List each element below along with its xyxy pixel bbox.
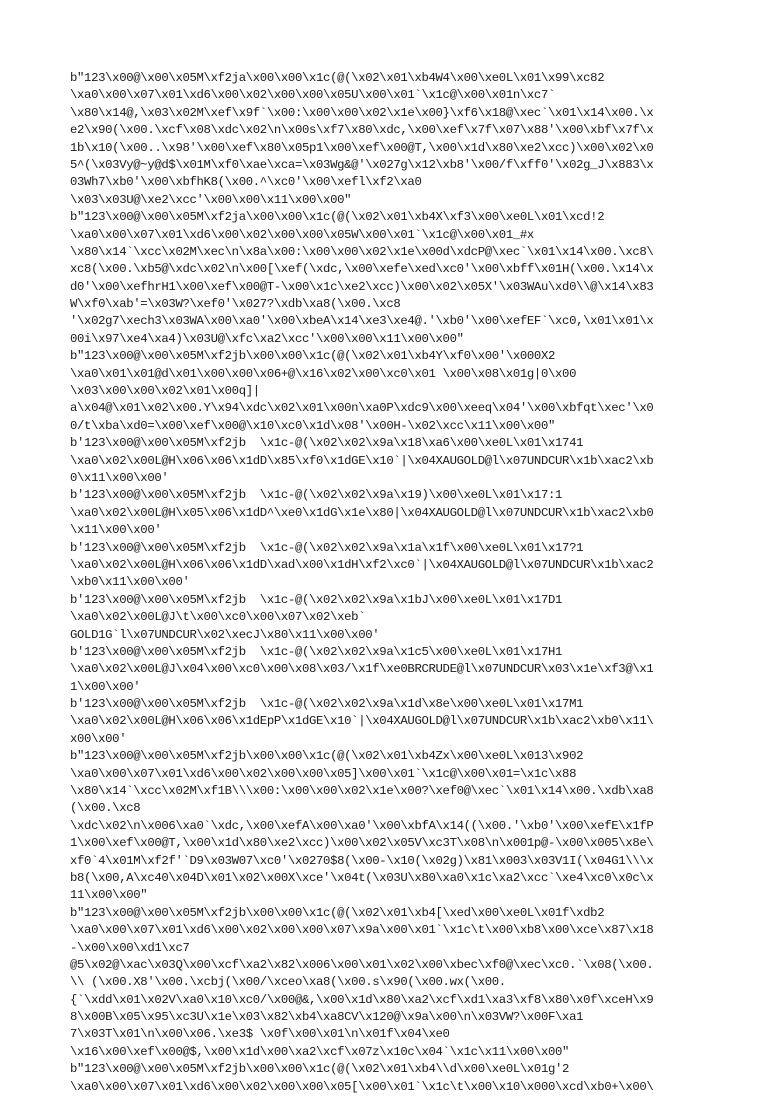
text-line: b8(\x00,A\xc40\x04D\x01\x02\x00X\xce'\x04t(\x03U\x80\xa0\x1c\xa2\xcc`\xe4\xc0\x0c\x [70, 870, 654, 885]
text-line: b'123\x00@\x00\x05M\xf2jb \x1c-@(\x02\x02\x9a\x19)\x00\xe0L\x01\x17:1 [70, 488, 563, 503]
text-line: b'123\x00@\x00\x05M\xf2jb \x1c-@(\x02\x02\x9a\x1a\x1f\x00\xe0L\x01\x17?1 [70, 540, 584, 555]
text-line: 8\x00B\x05\x95\xc3U\x1e\x03\x82\xb4\xa8CV\x120@\x9a\x00\n\x03VW?\x00F\xa1 [70, 1010, 584, 1025]
text-line: 00i\x97\xe4\xa4)\x03U@\xfc\xa2\xcc'\x00\x00\x11\x00\x00" [70, 331, 464, 346]
text-line: \xa0\x00\x07\x01\xd6\x00\x02\x00\x00\x05W\x00\x01`\x1c@\x00\x01_#x [70, 227, 534, 242]
text-line: x00\x00' [70, 731, 127, 746]
text-line: \xa0\x01\x01@d\x01\x00\x00\x06+@\x16\x02\x00\xc0\x01 \x00\x08\x01g|0\x00 [70, 366, 577, 381]
text-line: {`\xdd\x01\x02V\xa0\x10\xc0/\x00@&,\x00\x1d\x80\xa2\xcf\xd1\xa3\xf8\x80\x0f\xceH\x9 [70, 992, 654, 1007]
text-line: \xb0\x11\x00\x00' [70, 575, 190, 590]
text-line: 1b\x10(\x00..\x98'\x00\xef\x80\x05p1\x00\xef\x00@T,\x00\x1d\x80\xe2\xcc)\x00\x02\x0 [70, 140, 654, 155]
text-line: 0/t\xba\xd0=\x00\xef\x00@\x10\xc0\x1d\x08'\x00H-\x02\xcc\x11\x00\x00" [70, 418, 556, 433]
text-line: \x80\x14`\xcc\x02M\xf1B\\\x00:\x00\x00\x02\x1e\x00?\xef0@\xec`\x01\x14\x00.\xdb\xa8 [70, 784, 654, 799]
text-line: \xa0\x02\x00L@J\x04\x00\xc0\x00\x08\x03/\x1f\xe0BRCRUDE@l\x07UNDCUR\x03\x1e\xf3@\x1 [70, 662, 654, 677]
text-line: (\x00.\xc8 [70, 801, 141, 816]
text-line: b"123\x00@\x00\x05M\xf2jb\x00\x00\x1c(@(\x02\x01\xb4\\d\x00\xe0L\x01g'2 [70, 1062, 570, 1077]
byte-string-dump [70, 70, 702, 1096]
text-line: \xa0\x02\x00L@H\x06\x06\x1dD\x85\xf0\x1dGE\x10`|\x04XAUGOLD@l\x07UNDCUR\x1b\xac2\xb [70, 453, 654, 468]
text-line: b"123\x00@\x00\x05M\xf2ja\x00\x00\x1c(@(\x02\x01\xb4W4\x00\xe0L\x01\x99\xc82 [70, 71, 605, 85]
text-line: xf0`4\x01M\xf2f'`D9\x03W07\xc0'\x0270$8(\x00-\x10(\x02g)\x81\x003\x03V1I(\x04G1\\\x [70, 853, 654, 868]
text-line: \x16\x00\xef\x00@$,\x00\x1d\x00\xa2\xcf\x07z\x10c\x04`\x1c\x11\x00\x00" [70, 1044, 570, 1059]
text-line: e2\x90(\x00.\xcf\x08\xdc\x02\n\x00s\xf7\x80\xdc,\x00\xef\x7f\x07\x88'\x00\xbf\x7f\x [70, 123, 654, 138]
text-line: \x03\x03U@\xe2\xcc'\x00\x00\x11\x00\x00" [70, 192, 352, 207]
text-line: \xa0\x00\x07\x01\xd6\x00\x02\x00\x00\x05[\x00\x01`\x1c\t\x00\x10\x000\xcd\xb0+\x00\ [70, 1079, 654, 1094]
text-line: d0'\x00\xefhrH1\x00\xef\x00@T-\x00\x1c\xe2\xcc)\x00\x02\x05X'\x03WAu\xd0\\@\x14\x83 [70, 279, 654, 294]
text-line: \xa0\x00\x07\x01\xd6\x00\x02\x00\x00\x07\x9a\x00\x01`\x1c\t\x00\xb8\x00\xce\x87\x18 [70, 923, 654, 938]
text-line: a\x04@\x01\x02\x00.Y\x94\xdc\x02\x01\x00n\xa0P\xdc9\x00\xeeq\x04'\x00\xbfqt\xec'\x0 [70, 401, 654, 416]
text-line: 7\x03T\x01\n\x00\x06.\xe3$ \x0f\x00\x01\n\x01f\x04\xe0 [70, 1027, 450, 1042]
text-line: b"123\x00@\x00\x05M\xf2jb\x00\x00\x1c(@(\x02\x01\xb4Y\xf0\x00'\x000X2 [70, 349, 556, 364]
text-line: \\ (\x00.X8'\x00.\xcbj(\x00/\xceo\xa8(\x00.s\x90(\x00.wx(\x00. [70, 975, 506, 990]
text-line: \xa0\x02\x00L@H\x06\x06\x1dD\xad\x00\x1dH\xf2\xc0`|\x04XAUGOLD@l\x07UNDCUR\x1b\xac2 [70, 557, 654, 572]
text-line: \x80\x14@,\x03\x02M\xef\x9f`\x00:\x00\x00\x02\x1e\x00}\xf6\x18@\xec`\x01\x14\x00.\x [70, 105, 654, 120]
text-line: 03Wh7\xb0'\x00\xbfhK8(\x00.^\xc0'\x00\xefl\xf2\xa0 [70, 175, 422, 190]
text-line: 1\x00\x00' [70, 679, 141, 694]
text-line: '\x02g7\xech3\x03WA\x00\xa0'\x00\xbeA\x14\xe3\xe4@.'\xb0'\x00\xefEF`\xc0,\x01\x01\x [70, 314, 654, 329]
text-line: -\x00\x00\xd1\xc7 [70, 940, 190, 955]
text-line: W\xf0\xab'=\x03W?\xef0'\x027?\xdb\xa8(\x00.\xc8 [70, 297, 401, 312]
text-line: \xa0\x00\x07\x01\xd6\x00\x02\x00\x00\x05]\x00\x01`\x1c@\x00\x01=\x1c\x88 [70, 766, 577, 781]
text-line: \xdc\x02\n\x006\xa0`\xdc,\x00\xefA\x00\xa0'\x00\xbfA\x14((\x00.'\xb0'\x00\xefE\x1fP [70, 818, 654, 833]
text-line: 5^(\x03Vy@~y@d$\x01M\xf0\xae\xca=\x03Wg&@'\x027g\x12\xb8'\x00/f\xff0'\x02g_J\x883\x [70, 157, 654, 172]
text-line: @5\x02@\xac\x03Q\x00\xcf\xa2\x82\x006\x00\x01\x02\x00\xbec\xf0@\xec\xc0.`\x08(\x00. [70, 957, 654, 972]
text-line: 11\x00\x00" [70, 888, 148, 903]
text-line: b'123\x00@\x00\x05M\xf2jb \x1c-@(\x02\x02\x9a\x1d\x8e\x00\xe0L\x01\x17M1 [70, 697, 584, 712]
text-line: b'123\x00@\x00\x05M\xf2jb \x1c-@(\x02\x02\x9a\x1bJ\x00\xe0L\x01\x17D1 [70, 592, 563, 607]
text-line: 1\x00\xef\x00@T,\x00\x1d\x80\xe2\xcc)\x00\x02\x05V\xc3T\x08\n\x001p@-\x00\x005\x8e\ [70, 836, 654, 851]
text-line: \x80\x14`\xcc\x02M\xec\n\x8a\x00:\x00\x00\x02\x1e\x00d\xdcP@\xec`\x01\x14\x00.\xc8\ [70, 244, 654, 259]
text-line: \xa0\x02\x00L@J\t\x00\xc0\x00\x07\x02\xeb` [70, 610, 366, 625]
text-line: \xa0\x00\x07\x01\xd6\x00\x02\x00\x00\x05U\x00\x01`\x1c@\x00\x01n\xc7` [70, 88, 556, 103]
text-line: b"123\x00@\x00\x05M\xf2jb\x00\x00\x1c(@(\x02\x01\xb4[\xed\x00\xe0L\x01f\xdb2 [70, 905, 605, 920]
text-line: \xa0\x02\x00L@H\x06\x06\x1dEpP\x1dGE\x10`|\x04XAUGOLD@l\x07UNDCUR\x1b\xac2\xb0\x11\ [70, 714, 654, 729]
text-line: \xa0\x02\x00L@H\x05\x06\x1dD^\xe0\x1dG\x1e\x80|\x04XAUGOLD@l\x07UNDCUR\x1b\xac2\xb0 [70, 505, 654, 520]
text-line: \x03\x00\x00\x02\x01\x00q]| [70, 384, 260, 399]
text-line: b"123\x00@\x00\x05M\xf2ja\x00\x00\x1c(@(\x02\x01\xb4X\xf3\x00\xe0L\x01\xcd!2 [70, 210, 605, 225]
text-line: GOLD1G`l\x07UNDCUR\x02\xecJ\x80\x11\x00\x00' [70, 627, 380, 642]
text-line: b'123\x00@\x00\x05M\xf2jb \x1c-@(\x02\x02\x9a\x1c5\x00\xe0L\x01\x17H1 [70, 644, 563, 659]
text-line: b"123\x00@\x00\x05M\xf2jb\x00\x00\x1c(@(\x02\x01\xb4Zx\x00\xe0L\x013\x902 [70, 749, 584, 764]
text-line: 0\x11\x00\x00' [70, 470, 169, 485]
text-line: \x11\x00\x00' [70, 523, 162, 538]
text-line: xc8(\x00.\xb5@\xdc\x02\n\x00[\xef(\xdc,\x00\xefe\xed\xc0'\x00\xbff\x01H(\x00.\x14\x [70, 262, 654, 277]
text-line: b'123\x00@\x00\x05M\xf2jb \x1c-@(\x02\x02\x9a\x18\xa6\x00\xe0L\x01\x1741 [70, 436, 584, 451]
